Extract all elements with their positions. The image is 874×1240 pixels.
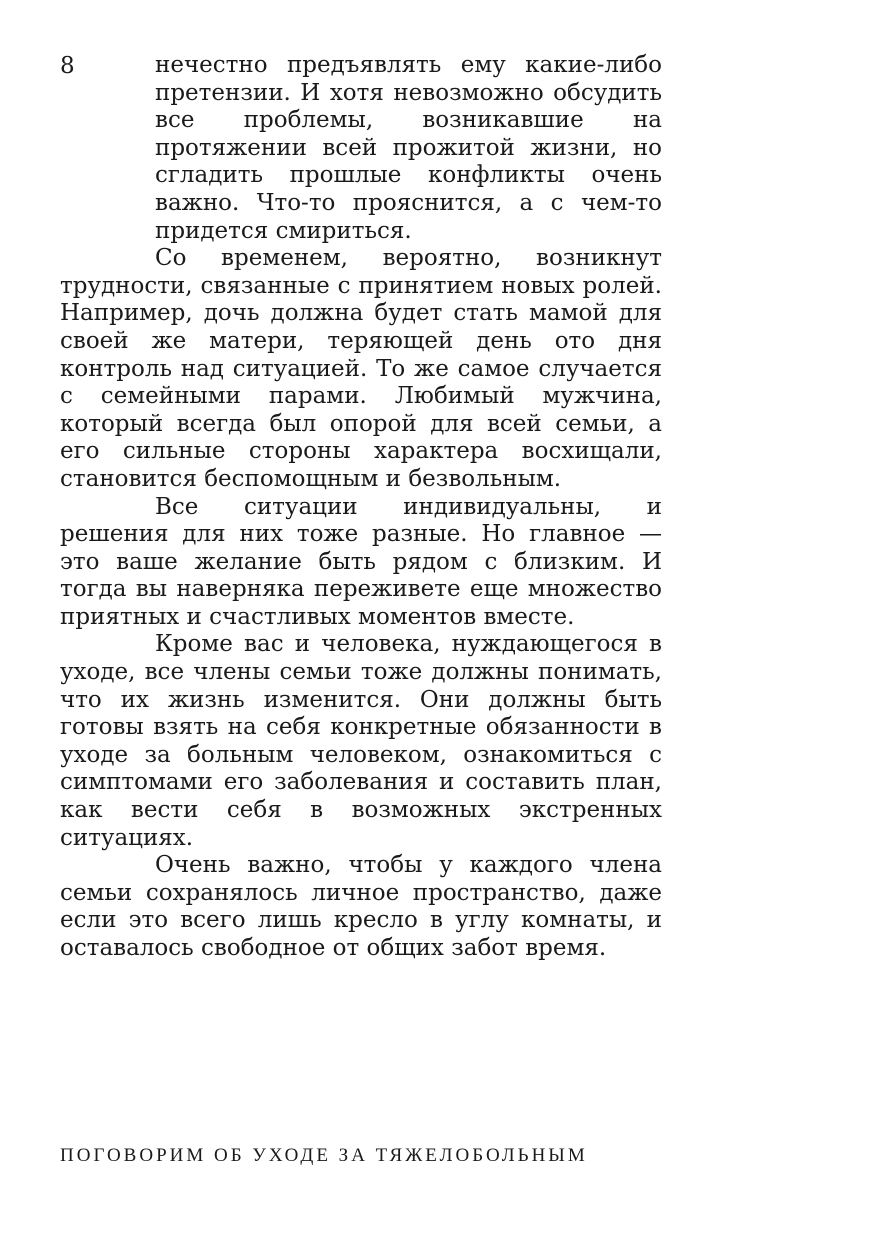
running-footer: ПОГОВОРИМ ОБ УХОДЕ ЗА ТЯЖЕЛОБОЛЬНЫМ [60, 1145, 588, 1166]
paragraph: Очень важно, чтобы у каждого члена семьи сохранялось личное пространство, даже если это всего лишь кресло в углу комнаты, и оставалось свободное от общих забот время. [60, 852, 662, 961]
body-text [60, 52, 662, 963]
page-number: 8 [60, 53, 75, 79]
paragraph: Кроме вас и человека, нуждающегося в уходе, все члены семьи тоже должны понимать, что их жизнь изменится. Они должны быть готовы взять на себя конкретные обязанности в уходе за больным человеком, ознакомиться с симптомами его заболевания и составить план, как вести себя в возможных экстренных ситуациях. [60, 631, 662, 851]
paragraph: нечестно предъявлять ему какие-либо претензии. И хотя невозможно обсудить все проблемы, возникавшие на протяжении всей прожитой жизни, но сгладить прошлые конфликты очень важно. Что-то прояснится, а с чем-то придется смириться. [155, 52, 662, 244]
paragraph: Все ситуации индивидуальны, и решения для них тоже разные. Но главное — это ваше желание быть рядом с близким. И тогда вы наверняка переживете еще множество приятных и счастливых моментов вместе. [60, 493, 662, 630]
paragraph: Со временем, вероятно, возникнут трудности, связанные с принятием новых ролей. Например, дочь должна будет стать мамой для своей же матери, теряющей день ото дня контроль над ситуацией. То же самое случается с семейными парами. Любимый мужчина, который всегда был опорой для всей семьи, а его сильные стороны характера восхищали, становится беспомощным и безвольным. [60, 245, 662, 492]
